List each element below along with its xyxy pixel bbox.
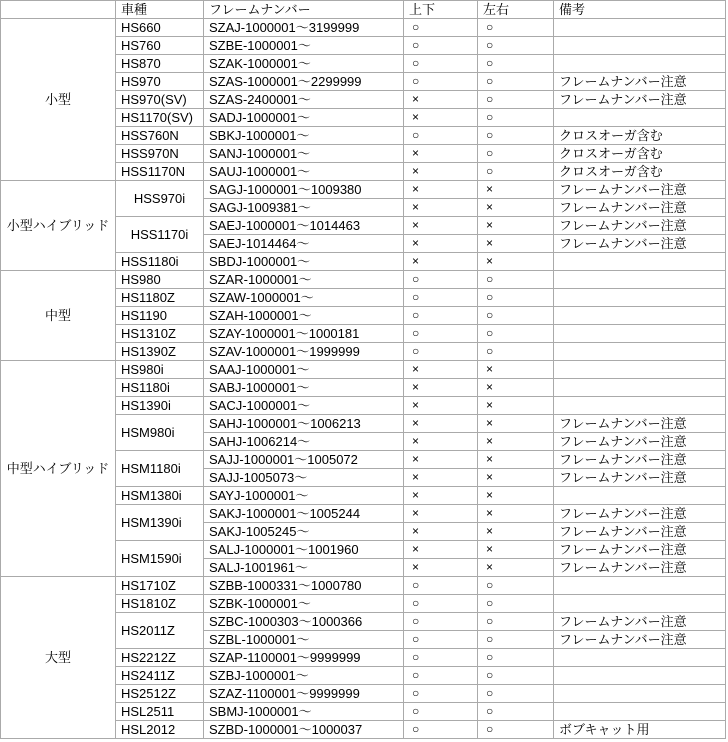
cell-model: HS1810Z	[116, 595, 204, 613]
cell-leftright: ○	[478, 595, 554, 613]
cell-note: フレームナンバー注意	[554, 631, 726, 649]
cell-frame: SZBC-1000303～1000366	[204, 613, 404, 631]
cell-updown: ×	[404, 487, 478, 505]
cell-updown: ○	[404, 667, 478, 685]
cell-model: HS1190	[116, 307, 204, 325]
cell-model: HS760	[116, 37, 204, 55]
cell-updown: ×	[404, 253, 478, 271]
cell-note	[554, 397, 726, 415]
cell-leftright: ×	[478, 379, 554, 397]
cell-leftright: ○	[478, 325, 554, 343]
cell-leftright: ○	[478, 163, 554, 181]
cell-updown: ×	[404, 379, 478, 397]
cell-leftright: ×	[478, 559, 554, 577]
cell-updown: ×	[404, 451, 478, 469]
cell-frame: SAKJ-1005245～	[204, 523, 404, 541]
cell-model: HS2411Z	[116, 667, 204, 685]
cell-leftright: ○	[478, 667, 554, 685]
cell-note: フレームナンバー注意	[554, 91, 726, 109]
cell-model: HSS970i	[116, 181, 204, 217]
cell-leftright: ○	[478, 307, 554, 325]
cell-frame: SALJ-1001961～	[204, 559, 404, 577]
cell-frame: SABJ-1000001～	[204, 379, 404, 397]
cell-updown: ×	[404, 415, 478, 433]
cell-note	[554, 55, 726, 73]
cell-note: フレームナンバー注意	[554, 451, 726, 469]
cell-category: 小型	[1, 19, 116, 181]
cell-leftright: ×	[478, 523, 554, 541]
cell-model: HS1310Z	[116, 325, 204, 343]
cell-updown: ○	[404, 289, 478, 307]
cell-model: HS2512Z	[116, 685, 204, 703]
cell-updown: ×	[404, 559, 478, 577]
cell-leftright: ○	[478, 649, 554, 667]
cell-updown: ○	[404, 37, 478, 55]
cell-note: フレームナンバー注意	[554, 469, 726, 487]
cell-category: 中型	[1, 271, 116, 361]
cell-leftright: ○	[478, 721, 554, 739]
cell-frame: SZAY-1000001～1000181	[204, 325, 404, 343]
cell-note	[554, 343, 726, 361]
table-row	[1, 19, 726, 37]
cell-updown: ○	[404, 325, 478, 343]
cell-note: フレームナンバー注意	[554, 199, 726, 217]
cell-note: フレームナンバー注意	[554, 217, 726, 235]
cell-category: 小型ハイブリッド	[1, 181, 116, 271]
cell-note	[554, 595, 726, 613]
cell-model: HS980	[116, 271, 204, 289]
cell-note	[554, 685, 726, 703]
cell-model: HS970	[116, 73, 204, 91]
header-cell-model: 車種	[116, 1, 204, 19]
cell-frame: SAUJ-1000001～	[204, 163, 404, 181]
cell-updown: ○	[404, 343, 478, 361]
cell-model: HS970(SV)	[116, 91, 204, 109]
cell-updown: ○	[404, 595, 478, 613]
cell-frame: SAAJ-1000001～	[204, 361, 404, 379]
cell-model: HSM980i	[116, 415, 204, 451]
cell-model: HSS1180i	[116, 253, 204, 271]
cell-leftright: ○	[478, 703, 554, 721]
cell-leftright: ○	[478, 127, 554, 145]
cell-model: HSM1180i	[116, 451, 204, 487]
cell-model: HS1710Z	[116, 577, 204, 595]
cell-updown: ×	[404, 541, 478, 559]
cell-model: HSS760N	[116, 127, 204, 145]
cell-leftright: ×	[478, 217, 554, 235]
cell-updown: ×	[404, 163, 478, 181]
header-cell-category	[1, 1, 116, 19]
table-body	[1, 19, 726, 739]
cell-leftright: ×	[478, 415, 554, 433]
cell-note: クロスオーガ含む	[554, 163, 726, 181]
cell-note: フレームナンバー注意	[554, 541, 726, 559]
cell-note: クロスオーガ含む	[554, 145, 726, 163]
cell-updown: ○	[404, 631, 478, 649]
cell-note: フレームナンバー注意	[554, 433, 726, 451]
cell-frame: SAEJ-1014464～	[204, 235, 404, 253]
cell-note	[554, 19, 726, 37]
cell-model: HSL2012	[116, 721, 204, 739]
cell-note	[554, 577, 726, 595]
cell-updown: ×	[404, 505, 478, 523]
cell-model: HS870	[116, 55, 204, 73]
cell-leftright: ×	[478, 181, 554, 199]
cell-updown: ○	[404, 613, 478, 631]
cell-updown: ○	[404, 55, 478, 73]
cell-updown: ×	[404, 235, 478, 253]
cell-model: HS1390i	[116, 397, 204, 415]
header-cell-updown: 上下	[404, 1, 478, 19]
cell-model: HSS970N	[116, 145, 204, 163]
cell-updown: ×	[404, 109, 478, 127]
cell-note: フレームナンバー注意	[554, 559, 726, 577]
cell-model: HS1180i	[116, 379, 204, 397]
cell-updown: ○	[404, 649, 478, 667]
cell-model: HSM1390i	[116, 505, 204, 541]
cell-frame: SZAZ-1100001～9999999	[204, 685, 404, 703]
cell-note	[554, 253, 726, 271]
cell-leftright: ○	[478, 343, 554, 361]
cell-frame: SZAJ-1000001～3199999	[204, 19, 404, 37]
cell-note: フレームナンバー注意	[554, 613, 726, 631]
cell-frame: SZAR-1000001～	[204, 271, 404, 289]
cell-frame: SBDJ-1000001～	[204, 253, 404, 271]
cell-updown: ○	[404, 307, 478, 325]
cell-note: フレームナンバー注意	[554, 181, 726, 199]
cell-leftright: ○	[478, 289, 554, 307]
cell-frame: SZAP-1100001～9999999	[204, 649, 404, 667]
cell-note	[554, 307, 726, 325]
header-cell-note: 備考	[554, 1, 726, 19]
cell-frame: SZBK-1000001～	[204, 595, 404, 613]
cell-leftright: ×	[478, 433, 554, 451]
cell-frame: SAGJ-1009381～	[204, 199, 404, 217]
cell-model: HS2212Z	[116, 649, 204, 667]
cell-updown: ○	[404, 703, 478, 721]
cell-frame: SZAS-2400001～	[204, 91, 404, 109]
cell-note: ボブキャット用	[554, 721, 726, 739]
cell-note: フレームナンバー注意	[554, 523, 726, 541]
cell-leftright: ×	[478, 451, 554, 469]
cell-model: HS1180Z	[116, 289, 204, 307]
cell-note: フレームナンバー注意	[554, 73, 726, 91]
cell-note	[554, 703, 726, 721]
cell-model: HS1170(SV)	[116, 109, 204, 127]
cell-frame: SBKJ-1000001～	[204, 127, 404, 145]
cell-frame: SAHJ-1000001～1006213	[204, 415, 404, 433]
cell-leftright: ○	[478, 19, 554, 37]
cell-frame: SANJ-1000001～	[204, 145, 404, 163]
cell-note	[554, 289, 726, 307]
cell-note	[554, 271, 726, 289]
cell-model: HSM1590i	[116, 541, 204, 577]
cell-frame: SALJ-1000001～1001960	[204, 541, 404, 559]
cell-model: HSS1170i	[116, 217, 204, 253]
cell-updown: ×	[404, 469, 478, 487]
cell-leftright: ○	[478, 55, 554, 73]
cell-leftright: ○	[478, 271, 554, 289]
header-cell-frame: フレームナンバー	[204, 1, 404, 19]
cell-note	[554, 649, 726, 667]
table-row	[1, 271, 726, 289]
cell-updown: ○	[404, 721, 478, 739]
cell-category: 中型ハイブリッド	[1, 361, 116, 577]
cell-updown: ×	[404, 181, 478, 199]
cell-leftright: ○	[478, 109, 554, 127]
cell-frame: SAKJ-1000001～1005244	[204, 505, 404, 523]
cell-updown: ×	[404, 523, 478, 541]
cell-note: フレームナンバー注意	[554, 235, 726, 253]
cell-leftright: ×	[478, 361, 554, 379]
header-row	[1, 1, 726, 19]
cell-note	[554, 379, 726, 397]
cell-updown: ○	[404, 19, 478, 37]
cell-frame: SAJJ-1000001～1005072	[204, 451, 404, 469]
cell-frame: SZAV-1000001～1999999	[204, 343, 404, 361]
cell-leftright: ×	[478, 487, 554, 505]
cell-leftright: ○	[478, 73, 554, 91]
cell-frame: SADJ-1000001～	[204, 109, 404, 127]
cell-updown: ○	[404, 685, 478, 703]
cell-frame: SZBB-1000331～1000780	[204, 577, 404, 595]
cell-note	[554, 667, 726, 685]
cell-leftright: ○	[478, 685, 554, 703]
cell-note	[554, 487, 726, 505]
cell-category: 大型	[1, 577, 116, 739]
table-header	[1, 1, 726, 19]
cell-frame: SAEJ-1000001～1014463	[204, 217, 404, 235]
cell-note	[554, 109, 726, 127]
cell-frame: SZBD-1000001～1000037	[204, 721, 404, 739]
cell-frame: SZAW-1000001～	[204, 289, 404, 307]
cell-model: HSM1380i	[116, 487, 204, 505]
cell-leftright: ×	[478, 235, 554, 253]
cell-updown: ○	[404, 577, 478, 595]
cell-updown: ×	[404, 199, 478, 217]
cell-updown: ×	[404, 397, 478, 415]
cell-note	[554, 37, 726, 55]
cell-frame: SZBL-1000001～	[204, 631, 404, 649]
cell-leftright: ×	[478, 505, 554, 523]
cell-leftright: ○	[478, 631, 554, 649]
cell-frame: SZBE-1000001～	[204, 37, 404, 55]
cell-leftright: ○	[478, 613, 554, 631]
cell-note	[554, 325, 726, 343]
cell-frame: SZAS-1000001～2299999	[204, 73, 404, 91]
cell-frame: SACJ-1000001～	[204, 397, 404, 415]
cell-frame: SAHJ-1006214～	[204, 433, 404, 451]
cell-leftright: ×	[478, 397, 554, 415]
cell-leftright: ×	[478, 541, 554, 559]
cell-frame: SAGJ-1000001～1009380	[204, 181, 404, 199]
cell-updown: ○	[404, 271, 478, 289]
cell-updown: ×	[404, 217, 478, 235]
cell-leftright: ×	[478, 199, 554, 217]
header-cell-leftright: 左右	[478, 1, 554, 19]
cell-frame: SAYJ-1000001～	[204, 487, 404, 505]
cell-model: HS980i	[116, 361, 204, 379]
cell-leftright: ×	[478, 253, 554, 271]
table-row	[1, 577, 726, 595]
cell-model: HSL2511	[116, 703, 204, 721]
cell-leftright: ○	[478, 145, 554, 163]
cell-note	[554, 361, 726, 379]
cell-model: HS2011Z	[116, 613, 204, 649]
cell-model: HS660	[116, 19, 204, 37]
cell-frame: SAJJ-1005073～	[204, 469, 404, 487]
cell-model: HSS1170N	[116, 163, 204, 181]
cell-leftright: ○	[478, 577, 554, 595]
cell-frame: SZBJ-1000001～	[204, 667, 404, 685]
cell-frame: SBMJ-1000001～	[204, 703, 404, 721]
cell-note: クロスオーガ含む	[554, 127, 726, 145]
cell-updown: ×	[404, 145, 478, 163]
cell-note: フレームナンバー注意	[554, 505, 726, 523]
cell-updown: ×	[404, 433, 478, 451]
cell-model: HS1390Z	[116, 343, 204, 361]
cell-updown: ×	[404, 361, 478, 379]
cell-frame: SZAH-1000001～	[204, 307, 404, 325]
cell-updown: ○	[404, 127, 478, 145]
cell-frame: SZAK-1000001～	[204, 55, 404, 73]
cell-leftright: ×	[478, 469, 554, 487]
table-row	[1, 181, 726, 199]
cell-updown: ○	[404, 73, 478, 91]
cell-leftright: ○	[478, 91, 554, 109]
cell-note: フレームナンバー注意	[554, 415, 726, 433]
table-row	[1, 361, 726, 379]
cell-leftright: ○	[478, 37, 554, 55]
cell-updown: ×	[404, 91, 478, 109]
